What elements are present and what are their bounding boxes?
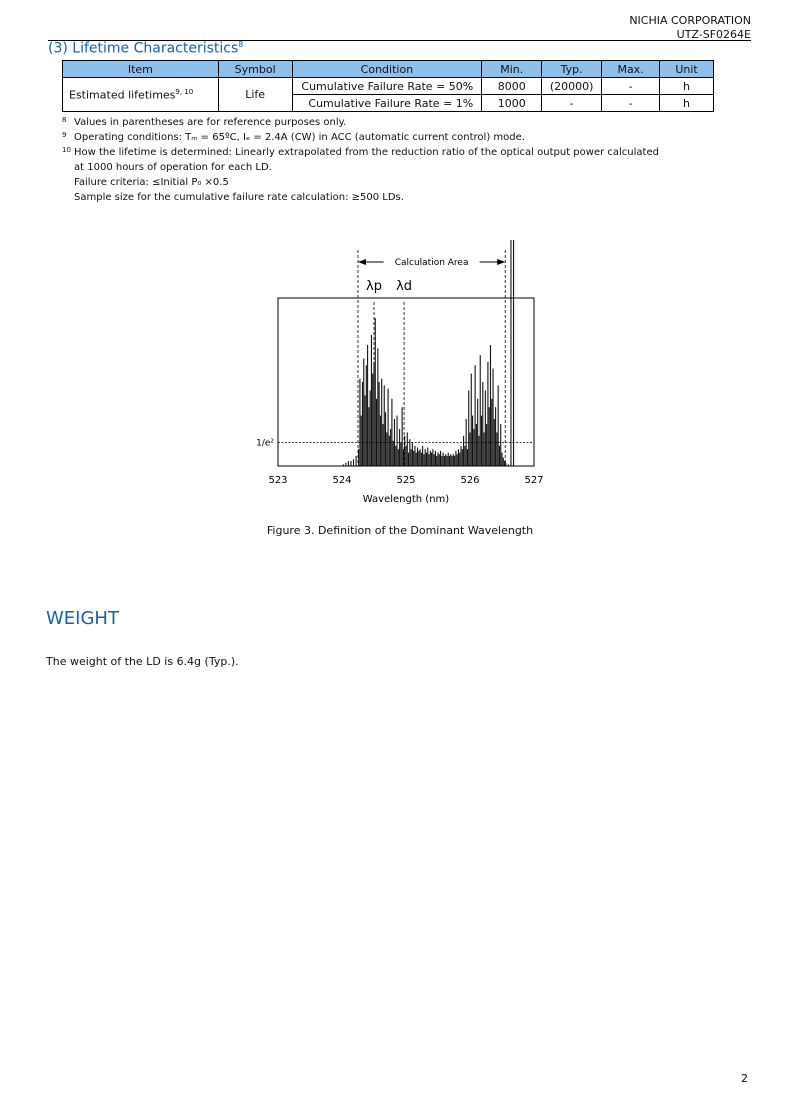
footnote-8	[62, 115, 346, 130]
footnote-10-line2: at 1000 hours of operation for each LD.	[74, 162, 272, 173]
header-item: Item	[63, 61, 219, 78]
footnote-9-text: Operating conditions: Tₘ = 65ºC, Iₑ = 2.4A (CW) in ACC (automatic current control) mode.	[74, 132, 525, 143]
lambda-d-label: λd	[396, 279, 413, 294]
footnote-10-text: How the lifetime is determined: Linearly extrapolated from the reduction ratio of the optical output power calculated	[74, 147, 659, 158]
footnote-10-line3: Failure criteria: ≤Initial P₀ ×0.5	[74, 177, 229, 188]
document-number: UTZ-SF0264E	[676, 28, 751, 41]
max-cell: -	[602, 95, 660, 112]
condition-cell: Cumulative Failure Rate = 1%	[292, 95, 482, 112]
x-tick-label: 524	[332, 475, 352, 486]
footnote-9	[62, 130, 525, 145]
spectrum-figure	[240, 240, 570, 510]
item-notes: 9, 10	[175, 87, 194, 96]
x-tick-label: 523	[268, 475, 288, 486]
footnote-8-mark: 8	[62, 116, 67, 124]
footnote-10-line4: Sample size for the cumulative failure rate calculation: ≥500 LDs.	[74, 192, 404, 203]
section-title-text: (3) Lifetime Characteristics	[48, 40, 239, 57]
x-tick-label: 525	[396, 475, 416, 486]
item-cell	[63, 78, 219, 112]
figure-caption: Figure 3. Definition of the Dominant Wavelength	[266, 524, 534, 537]
footnote-8-text: Values in parentheses are for reference purposes only.	[74, 117, 347, 128]
table-row	[63, 78, 714, 95]
calc-area-label: Calculation Area	[394, 258, 469, 268]
header-unit: Unit	[660, 61, 714, 78]
lambda-p-label: λp	[366, 279, 382, 294]
calc-area-arrowhead-left	[358, 259, 366, 265]
header-symbol: Symbol	[218, 61, 292, 78]
section-title-note: 8	[238, 40, 244, 49]
min-cell: 1000	[482, 95, 542, 112]
unit-cell: h	[660, 95, 714, 112]
max-cell: -	[602, 78, 660, 95]
unit-cell: h	[660, 78, 714, 95]
typ-cell: (20000)	[542, 78, 602, 95]
calc-area-arrowhead-right	[497, 259, 505, 265]
x-tick-labels	[268, 475, 543, 486]
page-number: 2	[741, 1072, 748, 1085]
x-tick-label: 526	[460, 475, 480, 486]
section-title	[48, 40, 243, 57]
x-axis-label: Wavelength (nm)	[362, 494, 450, 505]
threshold-label: 1/e²	[256, 438, 274, 449]
footnote-10-mark: 10	[62, 146, 71, 154]
header-typ: Typ.	[542, 61, 602, 78]
footnote-10	[62, 145, 659, 160]
typ-cell: -	[542, 95, 602, 112]
header-max: Max.	[602, 61, 660, 78]
x-tick-label: 527	[524, 475, 544, 486]
min-cell: 8000	[482, 78, 542, 95]
header-condition: Condition	[292, 61, 482, 78]
lifetime-table	[62, 60, 714, 112]
footnote-9-mark: 9	[62, 131, 67, 139]
condition-cell: Cumulative Failure Rate = 50%	[292, 78, 482, 95]
company-name: NICHIA CORPORATION	[629, 14, 751, 27]
item-label: Estimated lifetimes	[69, 88, 176, 102]
weight-text: The weight of the LD is 6.4g (Typ.).	[46, 655, 239, 668]
spectrum-bars	[343, 240, 513, 466]
weight-heading: WEIGHT	[46, 608, 119, 629]
header-min: Min.	[482, 61, 542, 78]
table-header-row	[63, 61, 714, 78]
symbol-cell: Life	[218, 78, 292, 112]
